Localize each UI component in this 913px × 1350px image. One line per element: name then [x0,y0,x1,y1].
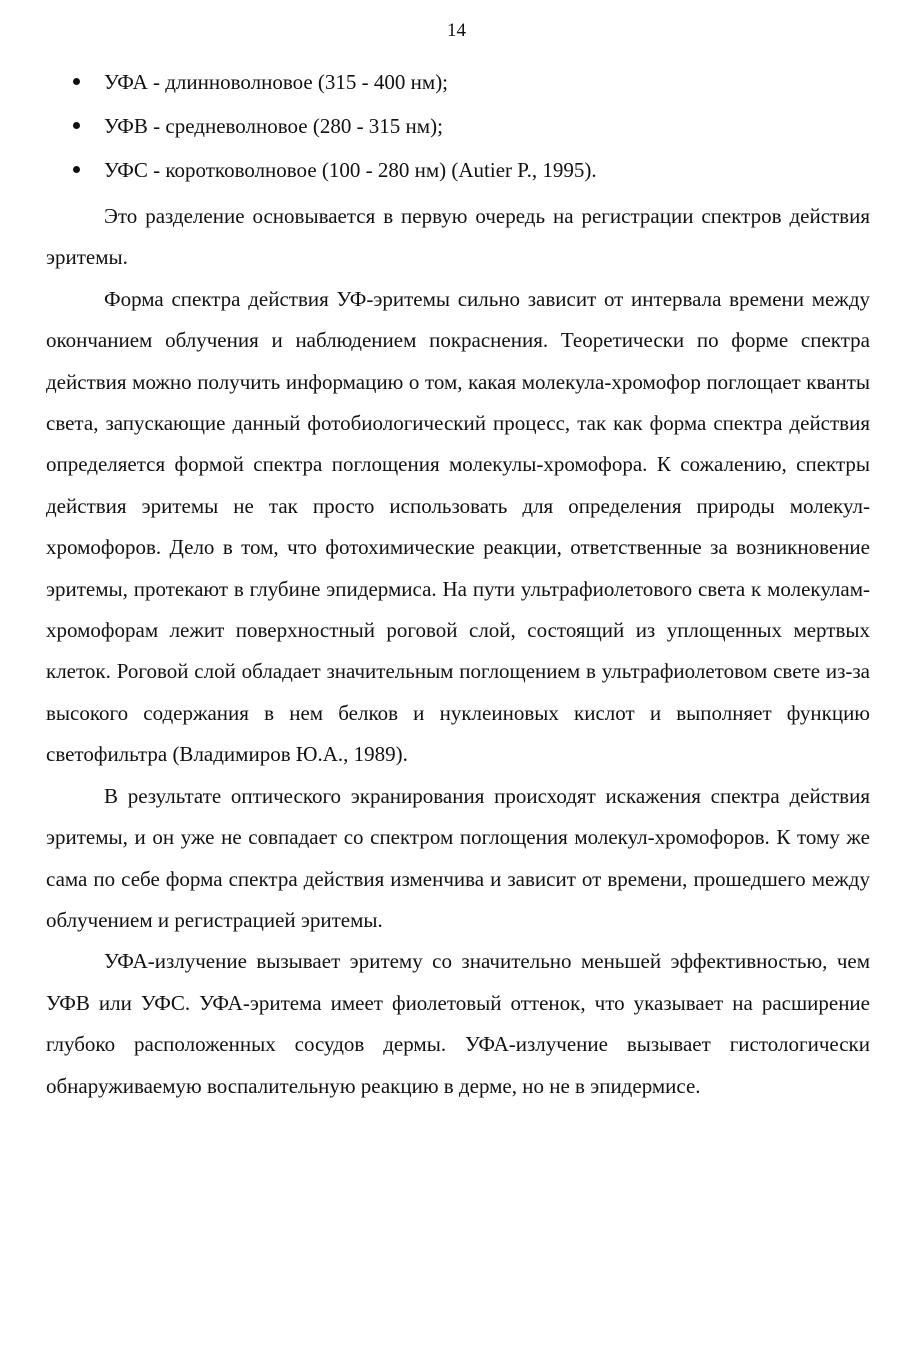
bullet-icon [73,78,80,85]
paragraph: В результате оптического экранирования происходят искажения спектра действия эритемы, и он уже не совпадает со спектром поглощения молекул-хромофоров. К тому же сама по себе форма спектра действия изменчива и зависит от времени, прошедшего между облучением и регистрацией эритемы. [46,783,870,932]
list-item-text: УФВ - средневолновое (280 - 315 нм); [104,114,443,138]
list-item-text: УФС - коротковолновое (100 - 280 нм) (Autier P., 1995). [104,158,597,182]
page-number: 14 [447,20,466,41]
uv-range-list [0,66,913,198]
list-item [0,110,913,154]
paragraph: Форма спектра действия УФ-эритемы сильно зависит от интервала времени между окончанием облучения и наблюдением покраснения. Теоретически по форме спектра действия можно получить информацию о том, какая молекула-хромофор поглощает кванты света, запускающие данный фотобиологический процесс, так как форма спектра действия определяется формой спектра поглощения молекулы-хромофора. К сожалению, спектры действия эритемы не так просто использовать для определения природы молекул-хромофоров. Дело в том, что фотохимические реакции, ответственные за возникновение эритемы, протекают в глубине эпидермиса. На пути ультрафиолетового света к молекулам-хромофорам лежит поверхностный роговой слой, состоящий из уплощенных мертвых клеток. Роговой слой обладает значительным поглощением в ультрафиолетовом свете из-за высокого содержания в нем белков и нуклеиновых кислот и выполняет функцию светофильтра (Владимиров Ю.А., 1989). [46,286,870,767]
body-text [46,196,870,1107]
bullet-icon [73,122,80,129]
list-item [0,66,913,110]
paragraph: Это разделение основывается в первую очередь на регистрации спектров действия эритемы. [46,204,870,270]
list-item-text: УФА - длинноволновое (315 - 400 нм); [104,70,449,94]
list-item [0,154,913,198]
paragraph: УФА-излучение вызывает эритему со значительно меньшей эффективностью, чем УФВ или УФС. УФА-эритема имеет фиолетовый оттенок, что указывает на расширение глубоко расположенных сосудов дермы. УФА-излучение вызывает гистологически обнаруживаемую воспалительную реакцию в дерме, но не в эпидермисе. [46,949,870,1098]
bullet-icon [73,166,80,173]
